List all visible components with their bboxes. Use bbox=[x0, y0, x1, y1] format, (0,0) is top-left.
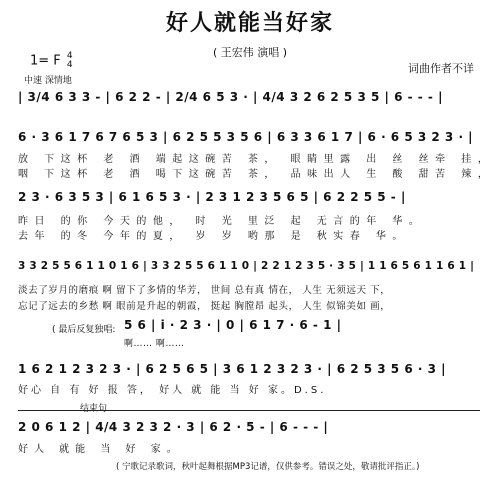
lyric-line-5: 啊…… 啊…… bbox=[124, 339, 185, 349]
time-denominator: 4 bbox=[66, 60, 73, 70]
notation-line-7: 2 0 6 1 2 | 4/4 3 2 3 2 · 3 | 6 2 · 5 - | 6 - - - | bbox=[18, 420, 329, 434]
notation-line-5: 5 6 | i · 2 3 · | 0 | 6 1 7 · 6 - 1 | bbox=[124, 318, 342, 332]
ending-bracket-line bbox=[18, 410, 480, 411]
lyric-line-3a: 昨日 的你 今天的他， 时 光 里泛 起 无言的年 华。 bbox=[18, 216, 426, 227]
lyric-line-3b: 去年 的冬 今年的夏， 岁 岁 哟那 是 秋实春 华。 bbox=[18, 231, 409, 242]
key-signature bbox=[30, 52, 73, 70]
lyric-line-2b: 咽 下这杯 老 酒 喝下这碗苦 茶， 品味出人 生 酸 甜苦 辣， bbox=[18, 169, 495, 180]
lyric-line-7: 好人 就能 当 好 家。 bbox=[18, 444, 183, 455]
time-signature bbox=[67, 52, 73, 70]
notation-line-3: 2 3 · 6 3 5 3 | 6 1 6 5 3 · | 2 3 1 2 3 5 6 5 | 6 2 2 5 5 - | bbox=[18, 190, 406, 204]
lyric-line-4a: 淡去了岁月的磨痕 啊 留下了多情的华芳， 世间 总有真 情在， 人生 无须远天 下， bbox=[18, 285, 391, 296]
time-numerator: 4 bbox=[66, 51, 73, 61]
notation-line-6: 1 6 2 1 2 3 2 3 · | 6 2 5 6 5 | 3 6 1 2 3 2 3 · | 6 2 5 3 5 6 · 3 | bbox=[18, 362, 447, 376]
key-label: 1= F bbox=[30, 53, 61, 69]
composer-credit: 词曲作者不详 bbox=[408, 62, 474, 75]
footer-note: ( 宁歌记录歌词，秋叶起舞根据MP3记谱，仅供参考。错误之处，敬请批评指正。) bbox=[116, 462, 420, 472]
ending-label: 结束句 bbox=[80, 404, 108, 414]
notation-line-1: | 3/4 6 3 3 - | 6 2 2 - | 2/4 6 5 3 · | 4/4 3 2 6 2 5 3 5 | 6 - - - | bbox=[18, 90, 443, 104]
lyric-line-4b: 忘记了远去的乡愁 啊 眼前是升起的朝霞， 挺起 胸膛昂 起头， 人生 似锦美如 画， bbox=[18, 301, 391, 312]
singer-credit: ( 王宏伟 演唱 ) bbox=[212, 46, 288, 59]
tempo-marking: 中速 深情地 bbox=[24, 76, 72, 86]
song-title: 好人就能当好家 bbox=[165, 11, 334, 36]
lyric-line-2a: 放 下这杯 老 酒 端起这碗苦 茶， 眼睛里露 出 丝 丝牵 挂， bbox=[18, 154, 495, 165]
lyric-line-6: 好心 自 有 好 报 答， 好人 就 能 当 好 家。D.S. bbox=[18, 385, 327, 396]
notation-line-4: 3 3 2 5 5 6 1 1 0 1 6 | 3 3 2 5 5 6 1 1 0 | 2 2 1 2 3 5 · 3 5 | 1 1 6 5 6 1 1 6 1 | bbox=[18, 260, 475, 272]
repeat-solo-label: ( 最后反复独唱: bbox=[52, 325, 116, 335]
notation-line-2: 6 · 3 6 1 7 6 7 6 5 3 | 6 2 5 5 3 5 6 | 6 3 3 6 1 7 | 6 · 6 5 3 2 3 · | bbox=[18, 130, 474, 144]
